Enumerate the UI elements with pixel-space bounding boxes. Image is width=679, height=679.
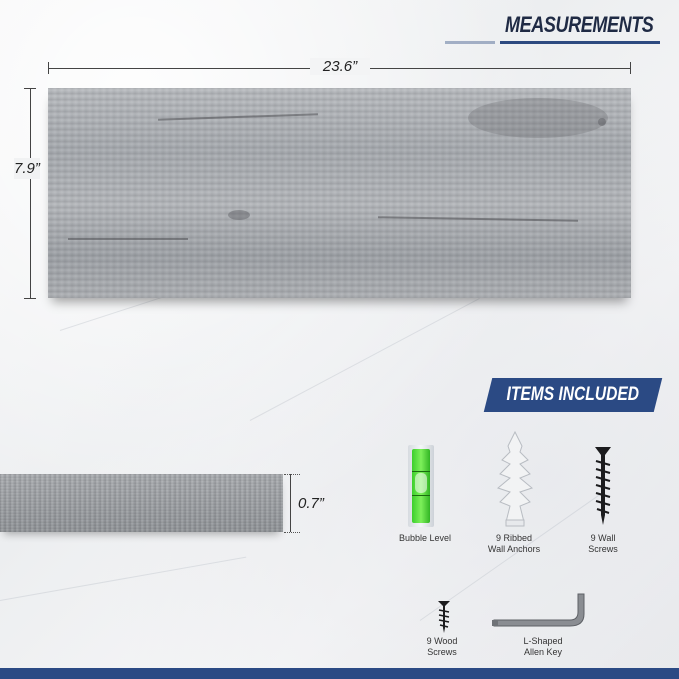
height-dimension-tick-top <box>24 88 36 89</box>
footer-bar <box>0 668 679 679</box>
wood-crack <box>378 216 578 221</box>
wood-knot <box>598 118 606 126</box>
item-wall-anchors-label: 9 Ribbed Wall Anchors <box>487 533 541 554</box>
width-dimension-tick-right <box>630 62 631 74</box>
header-rule <box>500 41 660 44</box>
shelf-edge-image <box>0 474 283 532</box>
bubble-level-icon <box>408 445 434 527</box>
wall-anchor-icon <box>490 430 540 530</box>
thickness-dimension-line <box>290 474 291 532</box>
thickness-label: 0.7” <box>298 495 324 512</box>
measurements-header: MEASUREMENTS <box>505 12 654 37</box>
header-rule-accent <box>445 41 495 44</box>
item-wood-screws-label: 9 Wood Screws <box>426 636 458 657</box>
wood-knot <box>468 98 608 138</box>
height-dimension-line <box>30 88 31 298</box>
items-included-header <box>488 378 658 412</box>
height-dimension-tick-bottom <box>24 298 36 299</box>
wood-screw-icon <box>436 600 452 634</box>
screw-icon <box>592 445 614 527</box>
thickness-guide-bottom <box>284 532 300 534</box>
width-dimension-tick-left <box>48 62 49 74</box>
width-label: 23.6” <box>310 58 370 75</box>
shelf-board-image <box>48 88 631 298</box>
item-bubble-level-label: Bubble Level <box>398 533 452 543</box>
marble-vein <box>0 557 246 601</box>
item-allen-key-label: L-Shaped Allen Key <box>523 636 563 657</box>
wood-crack <box>158 113 318 121</box>
items-included-text: ITEMS INCLUDED <box>506 384 640 405</box>
height-label: 7.9” <box>14 160 40 177</box>
thickness-guide-top <box>284 474 300 476</box>
allen-key-icon <box>490 590 590 630</box>
wood-knot <box>228 210 250 220</box>
marble-vein <box>250 298 480 421</box>
item-wall-screws-label: 9 Wall Screws <box>588 533 618 554</box>
wood-crack <box>68 238 188 240</box>
